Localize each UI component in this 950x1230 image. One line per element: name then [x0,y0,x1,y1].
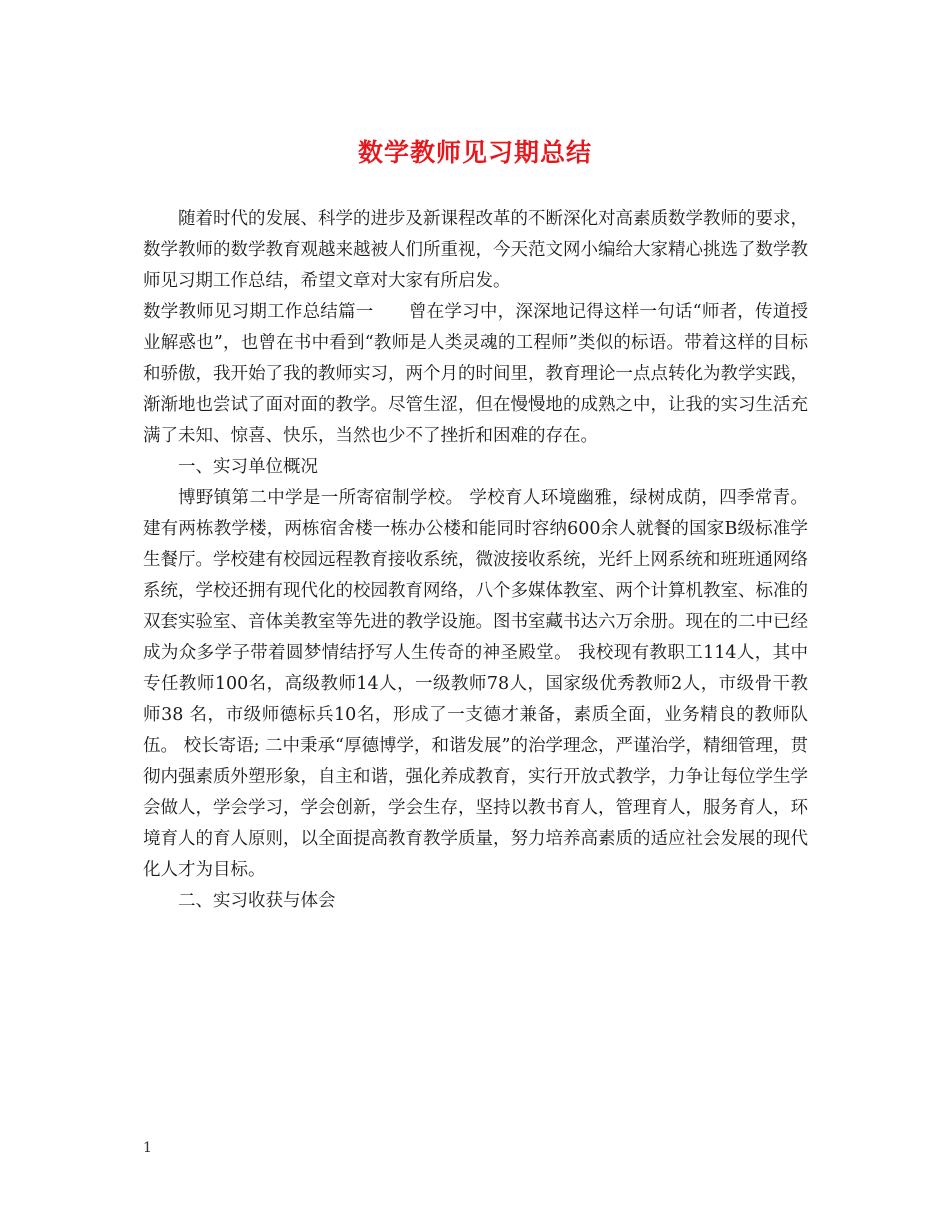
heading-gains: 二、实习收获与体会 [178,891,336,911]
section-one-paragraph: 数学教师见习期工作总结篇一 曾在学习中，深深地记得这样一句话“师者，传道授业解惑也”，也曾在书中看到“教师是人类灵魂的工程师”类似的标语。带着这样的目标和骄傲，我开始了我的教师实习，两个月的时间里，教育理论一点点转化为教学实践，渐渐地也尝试了面对面的教学。尽管生涩，但在慢慢地的成熟之中，让我的实习生活充满了未知、惊喜、快乐，当然也少不了挫折和困难的存在。 [143,302,808,446]
intro-paragraph: 随着时代的发展、科学的进步及新课程改革的不断深化对高素质数学教师的要求，数学教师的数学教育观越来越被人们所重视，今天范文网小编给大家精心挑选了数学教师见习期工作总结，希望文章对大家有所启发。 [143,209,808,291]
page-number: 1 [143,1140,152,1156]
school-overview-paragraph: 博野镇第二中学是一所寄宿制学校。 学校育人环境幽雅，绿树成荫，四季常青。建有两栋教学楼，两栋宿舍楼一栋办公楼和能同时容纳600余人就餐的国家B级标准学生餐厅。学校建有校园远程教育接收系统，微波接收系统，光纤上网系统和班班通网络系统，学校还拥有现代化的校园教育网络，八个多媒体教室、两个计算机教室、标准的双套实验室、音体美教室等先进的教学设施。图书室藏书达六万余册。现在的二中已经成为众多学子带着圆梦情结抒写人生传奇的神圣殿堂。 我校现有教职工114人，其中专任教师100名，高级教师14人，一级教师78人，国家级优秀教师2人，市级骨干教师38 名，市级师德标兵10名，形成了一支德才兼备，素质全面，业务精良的教师队伍。 校长寄语; 二中秉承“厚德博学，和谐发展”的治学理念，严谨治学，精细管理，贯彻内强素质外塑形象，自主和谐，强化养成教育，实行开放式教学，力争让每位学生学会做人，学会学习，学会创新，学会生存，坚持以教书育人，管理育人，服务育人，环境育人的育人原则，以全面提高教育教学质量，努力培养高素质的适应社会发展的现代化人才为目标。 [143,488,808,880]
document-title: 数学教师见习期总结 [357,138,592,167]
heading-unit-overview: 一、实习单位概况 [178,457,318,477]
document-body [143,204,808,917]
